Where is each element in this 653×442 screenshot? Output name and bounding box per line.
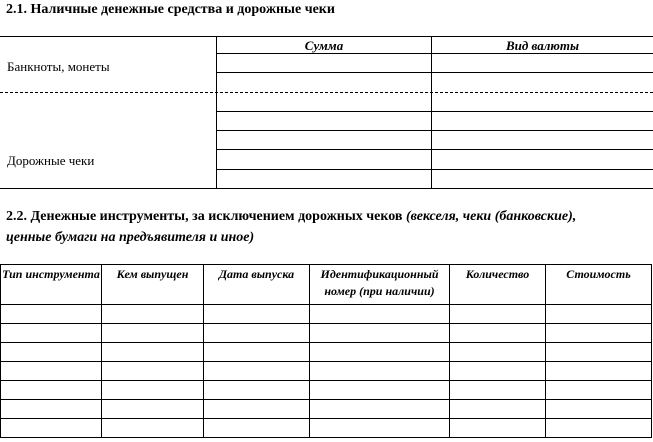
table-cell[interactable] bbox=[546, 362, 652, 381]
cash-table-row-line bbox=[216, 111, 653, 112]
table-cell[interactable] bbox=[450, 400, 546, 419]
section-2-2-title-italic-1: (векселя, чеки (банковские), bbox=[405, 209, 577, 224]
table-cell[interactable] bbox=[450, 324, 546, 343]
table-cell[interactable] bbox=[1, 419, 102, 438]
table-cell[interactable] bbox=[204, 362, 310, 381]
table-row bbox=[1, 381, 652, 400]
column-header-currency: Вид валюты bbox=[505, 38, 580, 53]
table-cell[interactable] bbox=[310, 343, 450, 362]
table-cell[interactable] bbox=[204, 419, 310, 438]
table-cell[interactable] bbox=[1, 343, 102, 362]
cash-table-col-divider-2 bbox=[431, 36, 432, 189]
table-cell[interactable] bbox=[310, 419, 450, 438]
table-cell[interactable] bbox=[102, 343, 204, 362]
cash-table-row-line bbox=[216, 72, 653, 73]
table-cell[interactable] bbox=[204, 400, 310, 419]
section-2-2-title-italic-2: ценные бумаги на предъявителя и иное) bbox=[6, 230, 255, 245]
cash-table-top-border bbox=[0, 36, 653, 37]
column-header-instrument-type: Тип инструмента bbox=[1, 265, 102, 305]
table-cell[interactable] bbox=[546, 400, 652, 419]
table-row bbox=[1, 343, 652, 362]
instruments-table bbox=[0, 264, 652, 438]
section-2-1-title bbox=[6, 1, 335, 19]
section-2-2-title-line-2 bbox=[6, 229, 254, 247]
table-cell[interactable] bbox=[450, 381, 546, 400]
cash-table-bottom-border bbox=[0, 188, 653, 189]
table-cell[interactable] bbox=[204, 381, 310, 400]
section-2-2-title-bold: 2.2. Денежные инструменты, за исключением дорожных чеков bbox=[6, 209, 403, 224]
table-row bbox=[1, 419, 652, 438]
column-header-quantity: Количество bbox=[450, 265, 546, 305]
row-label-travel-checks: Дорожные чеки bbox=[7, 153, 95, 168]
table-cell[interactable] bbox=[102, 305, 204, 324]
table-cell[interactable] bbox=[310, 324, 450, 343]
table-cell[interactable] bbox=[1, 381, 102, 400]
table-cell[interactable] bbox=[1, 400, 102, 419]
table-cell[interactable] bbox=[102, 419, 204, 438]
table-cell[interactable] bbox=[1, 305, 102, 324]
table-cell[interactable] bbox=[450, 362, 546, 381]
column-header-issue-date: Дата выпуска bbox=[204, 265, 310, 305]
section-2-2-title bbox=[6, 208, 576, 226]
table-cell[interactable] bbox=[310, 381, 450, 400]
table-cell[interactable] bbox=[1, 324, 102, 343]
table-cell[interactable] bbox=[546, 324, 652, 343]
table-cell[interactable] bbox=[546, 381, 652, 400]
cash-table-row-line bbox=[216, 149, 653, 150]
table-cell[interactable] bbox=[1, 362, 102, 381]
table-cell[interactable] bbox=[450, 305, 546, 324]
table-row bbox=[1, 400, 652, 419]
column-header-sum: Сумма bbox=[304, 38, 344, 53]
table-cell[interactable] bbox=[102, 400, 204, 419]
table-cell[interactable] bbox=[102, 381, 204, 400]
table-cell[interactable] bbox=[546, 419, 652, 438]
cash-table-col-divider-1 bbox=[216, 36, 217, 189]
table-cell[interactable] bbox=[546, 343, 652, 362]
column-header-value: Стоимость bbox=[546, 265, 652, 305]
column-header-id-number: Идентификационный номер (при наличии) bbox=[310, 265, 450, 305]
table-row bbox=[1, 324, 652, 343]
table-cell[interactable] bbox=[204, 324, 310, 343]
table-cell[interactable] bbox=[310, 362, 450, 381]
table-cell[interactable] bbox=[546, 305, 652, 324]
cash-table-dashed-separator bbox=[0, 92, 653, 93]
cash-table-row-line bbox=[216, 169, 653, 170]
table-row bbox=[1, 362, 652, 381]
table-cell[interactable] bbox=[310, 400, 450, 419]
table-row bbox=[1, 305, 652, 324]
table-cell[interactable] bbox=[204, 343, 310, 362]
column-header-issuer: Кем выпущен bbox=[102, 265, 204, 305]
table-cell[interactable] bbox=[204, 305, 310, 324]
section-2-1-title-text: 2.1. Наличные денежные средства и дорожные чеки bbox=[6, 2, 335, 17]
instruments-table-header-row bbox=[1, 265, 652, 305]
table-cell[interactable] bbox=[450, 343, 546, 362]
table-cell[interactable] bbox=[310, 305, 450, 324]
table-cell[interactable] bbox=[102, 362, 204, 381]
table-cell[interactable] bbox=[450, 419, 546, 438]
table-cell[interactable] bbox=[102, 324, 204, 343]
row-label-banknotes: Банкноты, монеты bbox=[7, 59, 110, 74]
cash-table bbox=[0, 36, 653, 189]
cash-table-row-line bbox=[216, 130, 653, 131]
